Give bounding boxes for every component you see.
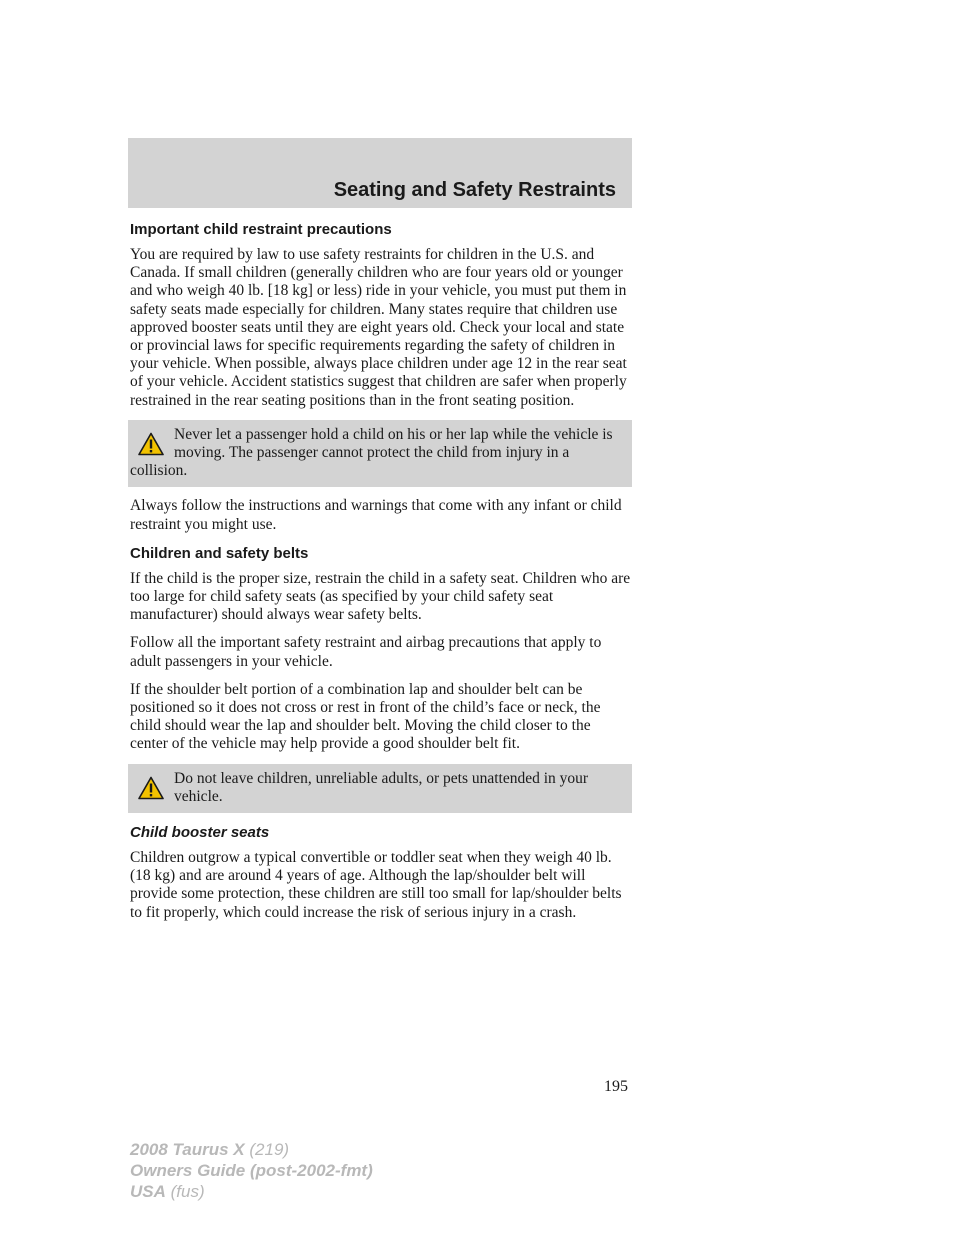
- warning-box-lap: [128, 420, 632, 488]
- footer-line-2: Owners Guide (post-2002-fmt): [130, 1161, 373, 1180]
- paragraph-shoulder-belt: If the shoulder belt portion of a combination lap and shoulder belt can be positioned so it does not cross or rest in front of the child’s face or neck, the child should wear the lap and shoulder belt. Moving the child closer to the center of the vehicle may help provide a good shoulder belt fit.: [130, 680, 601, 753]
- heading-children-safety-belts: Children and safety belts: [130, 544, 309, 562]
- footer-line-1: 2008 Taurus X (219): [130, 1140, 290, 1159]
- warning-box-unattended: [128, 764, 632, 813]
- paragraph-follow-instructions: Always follow the instructions and warnings that come with any infant or child restraint you might use.: [130, 497, 622, 533]
- page-content: [130, 220, 632, 932]
- document-footer: [130, 1139, 373, 1202]
- page-number: 195: [604, 1078, 628, 1095]
- heading-child-restraint-precautions: Important child restraint precautions: [130, 221, 392, 238]
- warning-triangle-icon: [130, 426, 172, 462]
- footer-line-3: USA (fus): [130, 1182, 205, 1201]
- heading-child-booster-seats: Child booster seats: [130, 824, 270, 842]
- section-header-band: [128, 138, 632, 208]
- paragraph-law-requirements: You are required by law to use safety restraints for children in the U.S. and Canada. If small children (generally children who are four years old or younger and who weigh 40 lb. [18 kg] or less) ride in your vehicle, you must put them in safety seats made especially for children. Many states require that children use approved booster seats until they are eight years old. Check your local and state or provincial laws for specific requirements regarding the safety of children in your vehicle. When possible, always place children under age 12 in the rear seat of your vehicle. Accident statistics suggest that children are safer when properly restrained in the rear seating positions than in the front seating position.: [130, 246, 627, 409]
- section-title: Seating and Safety Restraints: [333, 179, 616, 201]
- paragraph-adult-precautions: Follow all the important safety restraint and airbag precautions that apply to adult passengers in your vehicle.: [130, 634, 602, 670]
- warning-text-lap: Never let a passenger hold a child on his or her lap while the vehicle is moving. The passenger cannot protect the child from injury in a collision.: [130, 425, 613, 480]
- paragraph-proper-size: If the child is the proper size, restrain the child in a safety seat. Children who are too large for child safety seats (as specified by your child safety seat manufacturer) should always wear safety belts.: [130, 569, 631, 624]
- warning-text-unattended: Do not leave children, unreliable adults, or pets unattended in your vehicle.: [174, 769, 589, 805]
- warning-triangle-icon: [130, 770, 172, 806]
- paragraph-outgrow-seat: Children outgrow a typical convertible or toddler seat when they weigh 40 lb. (18 kg) and are around 4 years of age. Although the lap/shoulder belt will provide some protection, these children are still too small for lap/shoulder belts to fit properly, which could increase the risk of serious injury in a crash.: [130, 849, 622, 921]
